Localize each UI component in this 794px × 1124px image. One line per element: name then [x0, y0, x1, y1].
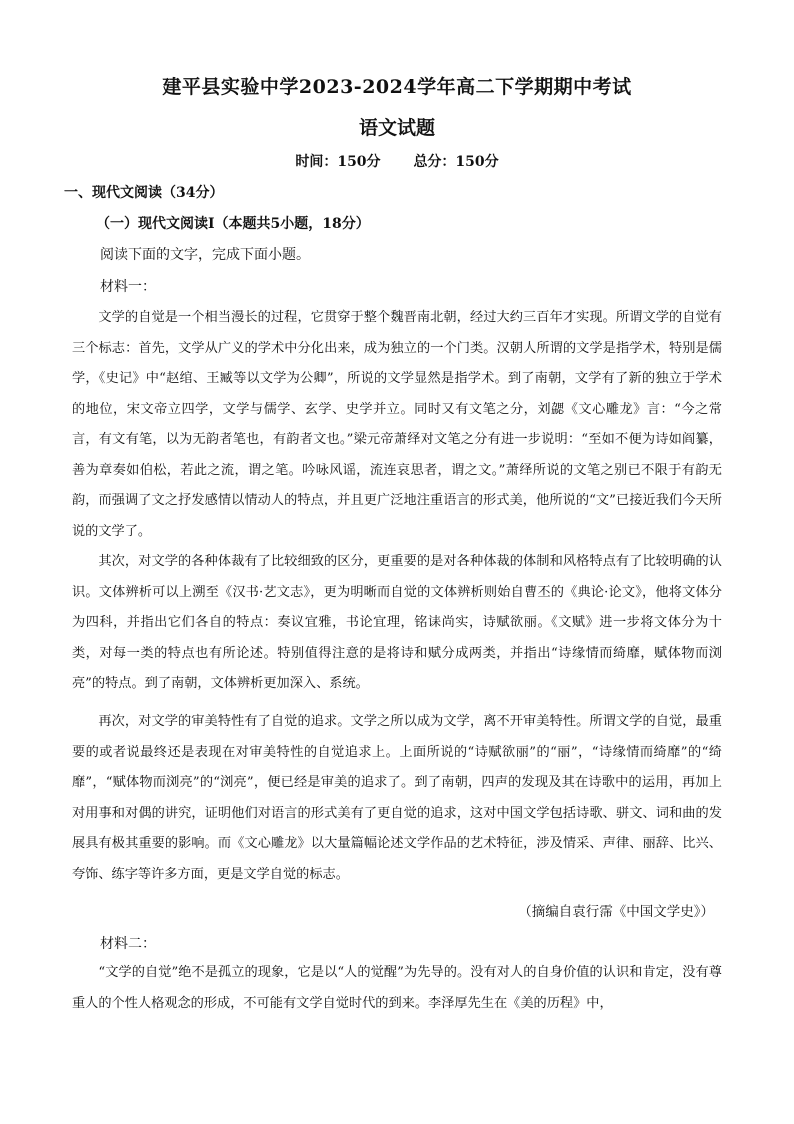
- material-two-paragraph: “文学的自觉”绝不是孤立的现象，它是以“人的觉醒”为先导的。没有对人的自身价值的认识和肯定，没有尊重人的个性人格观念的形成，不可能有文学自觉时代的到来。李泽厚先生在《美的历程》中，: [72, 965, 722, 1011]
- sub-section-heading: （一）现代文阅读Ⅰ（本题共5小题，18分）: [96, 216, 370, 232]
- material-one-paragraph-3: 再次，对文学的审美特性有了自觉的追求。文学之所以成为文学，离不开审美特性。所谓文学的自觉，最重要的或者说最终还是表现在对审美特性的自觉追求上。上面所说的“诗赋欲丽”的“丽”，“诗缘情而绮靡”的“绮靡”，“赋体物而浏亮”的“浏亮”，便已经是审美的追求了。到了南朝，四声的发现及其在诗歌中的运用，再加上对用事和对偶的讲究，证明他们对语言的形式美有了更自觉的追求，这对中国文学包括诗歌、骈文、词和曲的发展具有极其重要的影响。而《文心雕龙》以大量篇幅论述文学作品的艺术特征，涉及情采、声律、丽辞、比兴、夸饰、练字等许多方面，更是文学自觉的标志。: [72, 714, 722, 882]
- exam-subtitle: 语文试题: [358, 117, 435, 139]
- exam-title: 建平县实验中学2023-2024学年高二下学期期中考试: [162, 76, 632, 98]
- exam-total-score: 总分：150分: [413, 154, 499, 170]
- material-one-label: 材料一：: [100, 279, 156, 295]
- instruction-text: 阅读下面的文字，完成下面小题。: [100, 247, 310, 263]
- material-one-paragraph-2: 其次，对文学的各种体裁有了比较细致的区分，更重要的是对各种体裁的体制和风格特点有了比较明确的认识。文体辨析可以上溯至《汉书·艺文志》，更为明晰而自觉的文体辨析则始自曹丕的《典论·论文》，他将文体分为四科，并指出它们各自的特点：奏议宜雅，书论宜理，铭诔尚实，诗赋欲丽。《文赋》进一步将文体分为十类，对每一类的特点也有所论述。特别值得注意的是将诗和赋分成两类，并指出“诗缘情而绮靡，赋体物而浏亮”的特点。到了南朝，文体辨析更加深入、系统。: [72, 554, 722, 691]
- material-one-source: （摘编自袁行霈《中国文学史》）: [518, 904, 714, 920]
- material-one-paragraph-1: 文学的自觉是一个相当漫长的过程，它贯穿于整个魏晋南北朝，经过大约三百年才实现。所谓文学的自觉有三个标志：首先，文学从广义的学术中分化出来，成为独立的一个门类。汉朝人所谓的文学是指学术，特别是儒学，《史记》中“赵绾、王臧等以文学为公卿”，所说的文学显然是指学术。到了南朝，文学有了新的独立于学术的地位，宋文帝立四学，文学与儒学、玄学、史学并立。同时又有文笔之分，刘勰《文心雕龙》言：“今之常言，有文有笔，以为无韵者笔也，有韵者文也。”梁元帝萧绎对文笔之分有进一步说明：“至如不便为诗如阎纂，善为章奏如伯松，若此之流，谓之笔。吟咏风谣，流连哀思者，谓之文。”萧绎所说的文笔之别已不限于有韵无韵，而强调了文之抒发感情以情动人的特点，并且更广泛地注重语言的形式美，他所说的“文”已接近我们今天所说的文学了。: [72, 310, 722, 539]
- exam-meta: [0, 151, 794, 171]
- material-two-label: 材料二：: [100, 936, 156, 952]
- section-heading: 一、现代文阅读（34分）: [64, 185, 224, 201]
- exam-time: 时间：150分: [295, 154, 381, 170]
